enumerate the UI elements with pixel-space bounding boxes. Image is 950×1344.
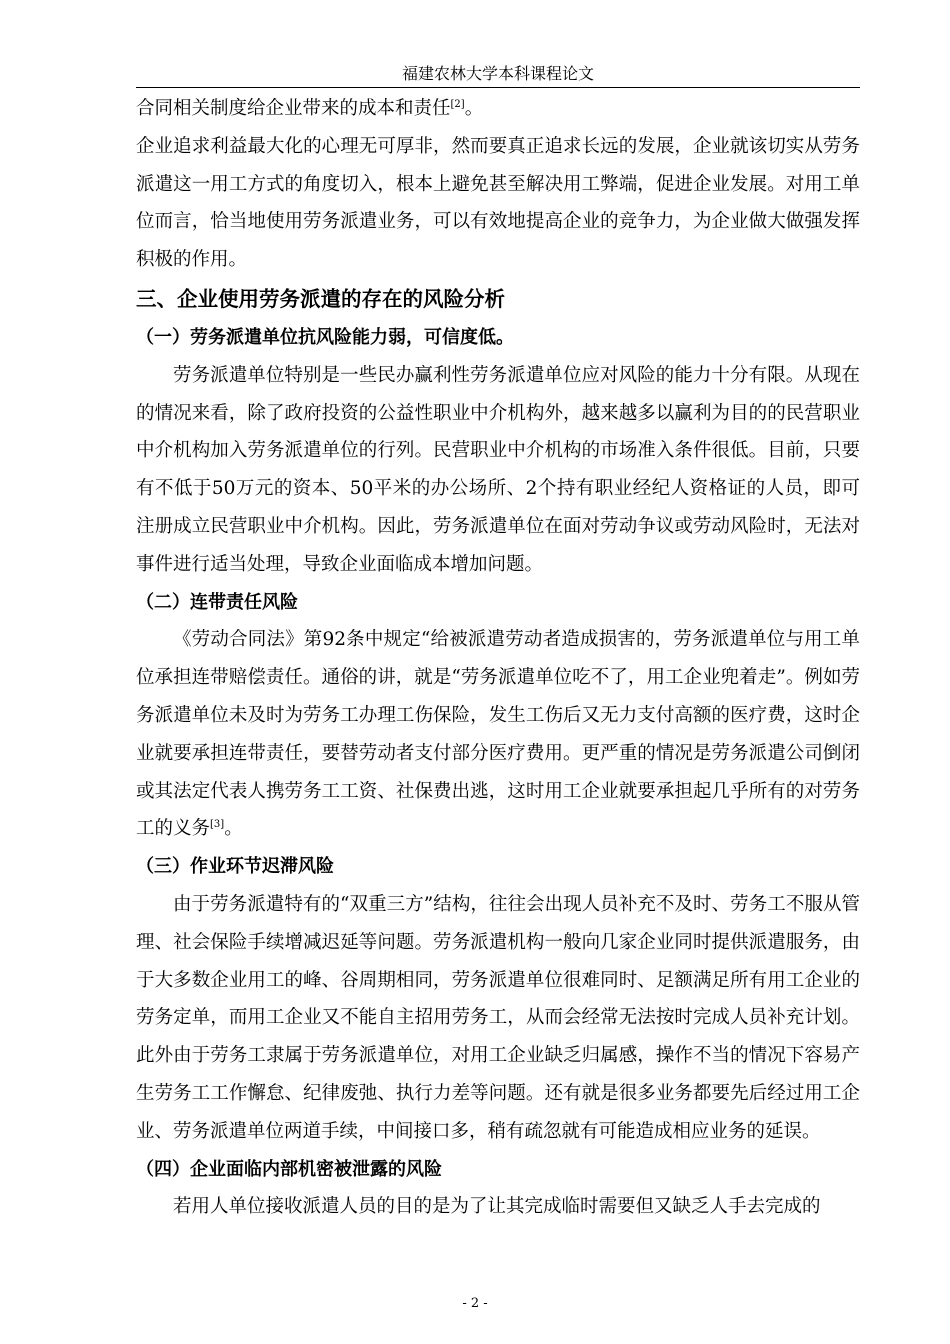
paragraph-sub4: 若用人单位接收派遣人员的目的是为了让其完成临时需要但又缺乏人手去完成的 bbox=[173, 1196, 821, 1218]
page-number: - 2 - bbox=[462, 1296, 488, 1311]
subsection-heading-1: （一）劳务派遣单位抗风险能力弱，可信度低。 bbox=[136, 326, 514, 348]
paragraph-sub3: 由于劳务派遣特有的“双重三方”结构，往往会出现人员补充不及时、劳务工不服从管理、社会保险手续增减迟延等问题。劳务派遣机构一般向几家企业同时提供派遣服务，由于大多数企业用工的峰、谷周期相同，劳务派遣单位很难同时、足额满足所有用工企业的劳务定单，而用工企业又不能自主招用劳务工，从而会经常无法按时完成人员补充计划。此外由于劳务工隶属于劳务派遣单位，对用工企业缺乏归属感，操作不当的情况下容易产生劳务工工作懈怠、纪律废弛、执行力差等问题。还有就是很多业务都要先后经过用工企业、劳务派遣单位两道手续，中间接口多，稍有疏忽就有可能造成相应业务的延误。 bbox=[136, 893, 860, 1142]
subsection-heading-3: （三）作业环节迟滞风险 bbox=[136, 856, 334, 878]
paragraph-continued bbox=[136, 90, 860, 128]
subsection-heading-4: （四）企业面临内部机密被泄露的风险 bbox=[136, 1158, 442, 1180]
paragraph-text: 合同相关制度给企业带来的成本和责任 bbox=[136, 98, 451, 119]
paragraph-end: 。 bbox=[464, 98, 484, 119]
paragraph-text: 《劳动合同法》第92条中规定“给被派遣劳动者造成损害的，劳务派遣单位与用工单位承担连带赔偿责任。通俗的讲，就是“劳务派遣单位吃不了，用工企业兜着走”。例如劳务派遣单位未及时为劳务工办理工伤保险，发生工伤后又无力支付高额的医疗费，这时企业就要承担连带责任，要替劳动者支付部分医疗费用。更严重的情况是劳务派遣公司倒闭或其法定代表人携劳务工工资、社保费出逃，这时用工企业就要承担起几乎所有的对劳务工的义务 bbox=[136, 629, 860, 840]
citation-ref: [3] bbox=[210, 819, 225, 831]
citation-ref: [2] bbox=[450, 99, 465, 110]
paragraph-sub1: 劳务派遣单位特别是一些民办赢利性劳务派遣单位应对风险的能力十分有限。从现在的情况来看，除了政府投资的公益性职业中介机构外，越来越多以赢利为目的的民营职业中介机构加入劳务派遣单位的行列。民营职业中介机构的市场准入条件很低。目前，只要有不低于50万元的资本、50平米的办公场所、2个持有职业经纪人资格证的人员，即可注册成立民营职业中介机构。因此，劳务派遣单位在面对劳动争议或劳动风险时，无法对事件进行适当处理，导致企业面临成本增加问题。 bbox=[136, 364, 860, 575]
document-body bbox=[136, 90, 860, 1226]
section-heading: 三、企业使用劳务派遣的存在的风险分析 bbox=[136, 286, 505, 311]
paragraph-sub2 bbox=[136, 621, 860, 848]
header-divider bbox=[136, 87, 860, 88]
subsection-heading-2: （二）连带责任风险 bbox=[136, 591, 298, 613]
paragraph-enterprise: 企业追求利益最大化的心理无可厚非，然而要真正追求长远的发展，企业就该切实从劳务派遣这一用工方式的角度切入，根本上避免甚至解决用工弊端，促进企业发展。对用工单位而言，恰当地使用劳务派遣业务，可以有效地提高企业的竞争力，为企业做大做强发挥积极的作用。 bbox=[136, 135, 860, 271]
page-header: 福建农林大学本科课程论文 bbox=[401, 64, 594, 83]
paragraph-end: 。 bbox=[224, 818, 243, 840]
